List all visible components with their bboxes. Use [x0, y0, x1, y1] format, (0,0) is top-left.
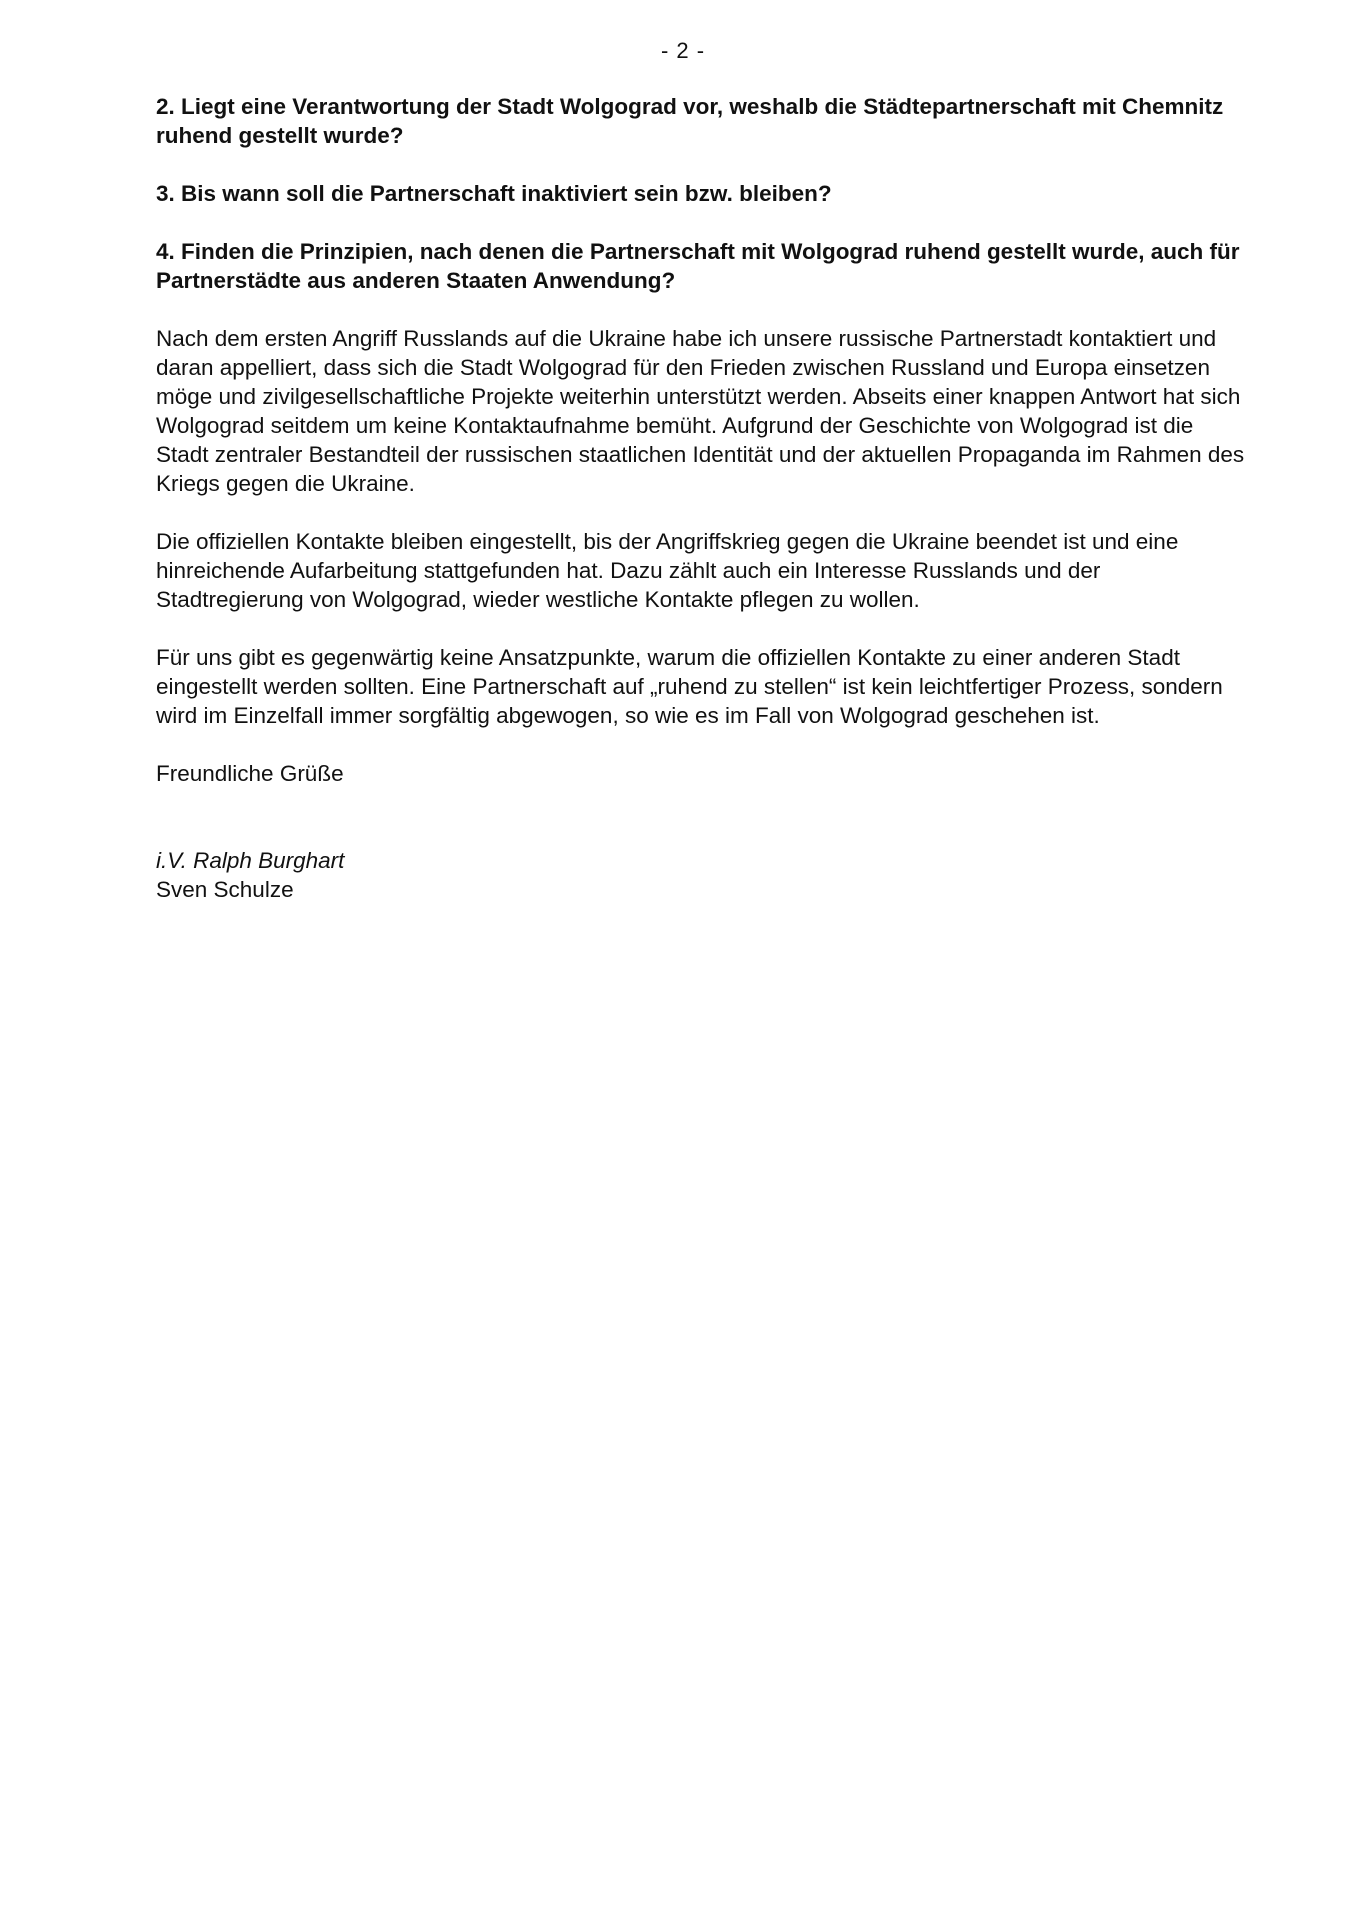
answer-paragraph-1: Nach dem ersten Angriff Russlands auf die Ukraine habe ich unsere russische Partnerstadt kontaktiert und daran appelliert, dass sich die Stadt Wolgograd für den Frieden zwischen Russland und Europa einsetzen möge und zivilgesellschaftliche Projekte weiterhin unterstützt werden. Abseits einer knappen Antwort hat sich Wolgograd seitdem um keine Kontaktaufnahme bemüht. Aufgrund der Geschichte von Wolgograd ist die Stadt zentraler Bestandteil der russischen staatlichen Identität und der aktuellen Propaganda im Rahmen des Kriegs gegen die Ukraine. — [156, 326, 1245, 496]
closing-greeting: Freundliche Grüße — [156, 761, 344, 786]
signature-name: Sven Schulze — [156, 877, 294, 902]
question-2: 2. Liegt eine Verantwortung der Stadt Wolgograd vor, weshalb die Städtepartnerschaft mit Chemnitz ruhend gestellt wurde? — [156, 94, 1224, 148]
question-3: 3. Bis wann soll die Partnerschaft inaktiviert sein bzw. bleiben? — [156, 181, 832, 206]
signature-proxy: i.V. Ralph Burghart — [156, 848, 345, 873]
question-4: 4. Finden die Prinzipien, nach denen die Partnerschaft mit Wolgograd ruhend gestellt wurde, auch für Partnerstädte aus anderen Staaten Anwendung? — [156, 239, 1240, 293]
letter-body — [156, 92, 1246, 904]
page-number: - 2 - — [660, 38, 706, 63]
answer-paragraph-2: Die offiziellen Kontakte bleiben eingestellt, bis der Angriffskrieg gegen die Ukraine beendet ist und eine hinreichende Aufarbeitung stattgefunden hat. Dazu zählt auch ein Interesse Russlands und der Stadtregierung von Wolgograd, wieder westliche Kontakte pflegen zu wollen. — [156, 529, 1179, 612]
answer-paragraph-3: Für uns gibt es gegenwärtig keine Ansatzpunkte, warum die offiziellen Kontakte zu einer anderen Stadt eingestellt werden sollten. Eine Partnerschaft auf „ruhend zu stellen“ ist kein leichtfertiger Prozess, sondern wird im Einzelfall immer sorgfältig abgewogen, so wie es im Fall von Wolgograd geschehen ist. — [156, 645, 1223, 728]
